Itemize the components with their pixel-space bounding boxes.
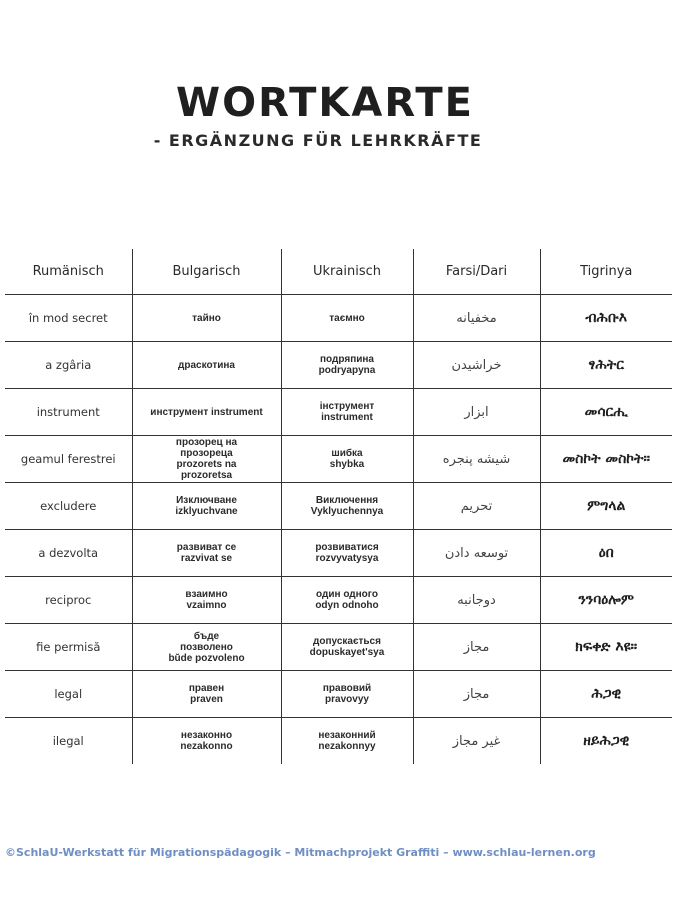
cell-romanian: fie permisă xyxy=(5,624,132,671)
cell-ukrainian: правовий pravovyy xyxy=(281,671,413,718)
cell-farsi-dari: شیشه پنجره xyxy=(413,436,540,483)
cell-romanian: reciproc xyxy=(5,577,132,624)
cell-tigrinya: ንንባዕሎም xyxy=(540,577,672,624)
cell-farsi-dari: توسعه دادن xyxy=(413,530,540,577)
header-tigrinya: Tigrinya xyxy=(540,249,672,295)
cell-romanian: a dezvolta xyxy=(5,530,132,577)
header-romanian: Rumänisch xyxy=(5,249,132,295)
footer-credit: ©SchlaU-Werkstatt für Migrationspädagogik – Mitmachprojekt Graffiti – www.schlau-lernen.org xyxy=(5,846,596,859)
cell-farsi-dari: غیر مجاز xyxy=(413,718,540,765)
table-row xyxy=(5,295,672,342)
cell-tigrinya: ዘይሕጋዊ xyxy=(540,718,672,765)
header-bulgarian: Bulgarisch xyxy=(132,249,281,295)
cell-bulgarian: тайно xyxy=(132,295,281,342)
header-farsi-dari: Farsi/Dari xyxy=(413,249,540,295)
table-row xyxy=(5,671,672,718)
cell-tigrinya: መሳርሒ xyxy=(540,389,672,436)
cell-ukrainian: допускається dopuskayet'sya xyxy=(281,624,413,671)
cell-ukrainian: розвиватися rozvyvatysya xyxy=(281,530,413,577)
cell-ukrainian: подряпина podryapyna xyxy=(281,342,413,389)
table-row xyxy=(5,530,672,577)
cell-romanian: în mod secret xyxy=(5,295,132,342)
cell-farsi-dari: مخفیانه xyxy=(413,295,540,342)
cell-ukrainian: шибка shybka xyxy=(281,436,413,483)
cell-ukrainian: один одного odyn odnoho xyxy=(281,577,413,624)
table-row xyxy=(5,389,672,436)
cell-romanian: instrument xyxy=(5,389,132,436)
cell-ukrainian: інструмент instrument xyxy=(281,389,413,436)
cell-tigrinya: ክፍቀድ እዩ። xyxy=(540,624,672,671)
cell-tigrinya: ዕበ xyxy=(540,530,672,577)
cell-bulgarian: незаконно nezakonno xyxy=(132,718,281,765)
cell-tigrinya: ምግላል xyxy=(540,483,672,530)
table-row xyxy=(5,436,672,483)
cell-romanian: legal xyxy=(5,671,132,718)
cell-tigrinya: ፃሕትር xyxy=(540,342,672,389)
cell-bulgarian: правен praven xyxy=(132,671,281,718)
cell-romanian: ilegal xyxy=(52,733,84,748)
cell-bulgarian: взаимно vzaimno xyxy=(132,577,281,624)
header-ukrainian: Ukrainisch xyxy=(281,249,413,295)
cell-ukrainian: Виключення Vyklyuchennya xyxy=(281,483,413,530)
page-title: WORTKARTE xyxy=(176,80,474,126)
cell-farsi-dari: تحریم xyxy=(413,483,540,530)
table-row xyxy=(5,718,672,765)
table-row xyxy=(5,342,672,389)
cell-ukrainian: таємно xyxy=(281,295,413,342)
cell-tigrinya: ብሕቡእ xyxy=(540,295,672,342)
page-subtitle: - ERGÄNZUNG FÜR LEHRKRÄFTE xyxy=(153,131,483,150)
cell-farsi-dari: مجاز xyxy=(413,624,540,671)
cell-romanian: geamul ferestrei xyxy=(5,436,132,483)
cell-bulgarian: инструмент instrument xyxy=(132,389,281,436)
cell-tigrinya: ሕጋዊ xyxy=(540,671,672,718)
table-row xyxy=(5,624,672,671)
table-row xyxy=(5,577,672,624)
cell-bulgarian: драскотина xyxy=(132,342,281,389)
cell-bulgarian: бъде позволено bŭde pozvoleno xyxy=(132,624,281,671)
cell-farsi-dari: ابزار xyxy=(413,389,540,436)
cell-bulgarian: развиват се razvivat se xyxy=(132,530,281,577)
cell-farsi-dari: خراشیدن xyxy=(413,342,540,389)
cell-farsi-dari: مجاز xyxy=(413,671,540,718)
cell-bulgarian: прозорец на прозореца prozorets na prozoretsa xyxy=(132,436,281,483)
cell-tigrinya: መስኮት መስኮት። xyxy=(540,436,672,483)
word-table xyxy=(5,249,672,764)
cell-farsi-dari: دوجانبه xyxy=(413,577,540,624)
cell-romanian: excludere xyxy=(5,483,132,530)
cell-romanian: a zgâria xyxy=(5,342,132,389)
table-row xyxy=(5,483,672,530)
cell-bulgarian: Изключване izklyuchvane xyxy=(132,483,281,530)
header-row xyxy=(5,249,672,295)
cell-ukrainian: незаконний nezakonnyy xyxy=(281,718,413,765)
